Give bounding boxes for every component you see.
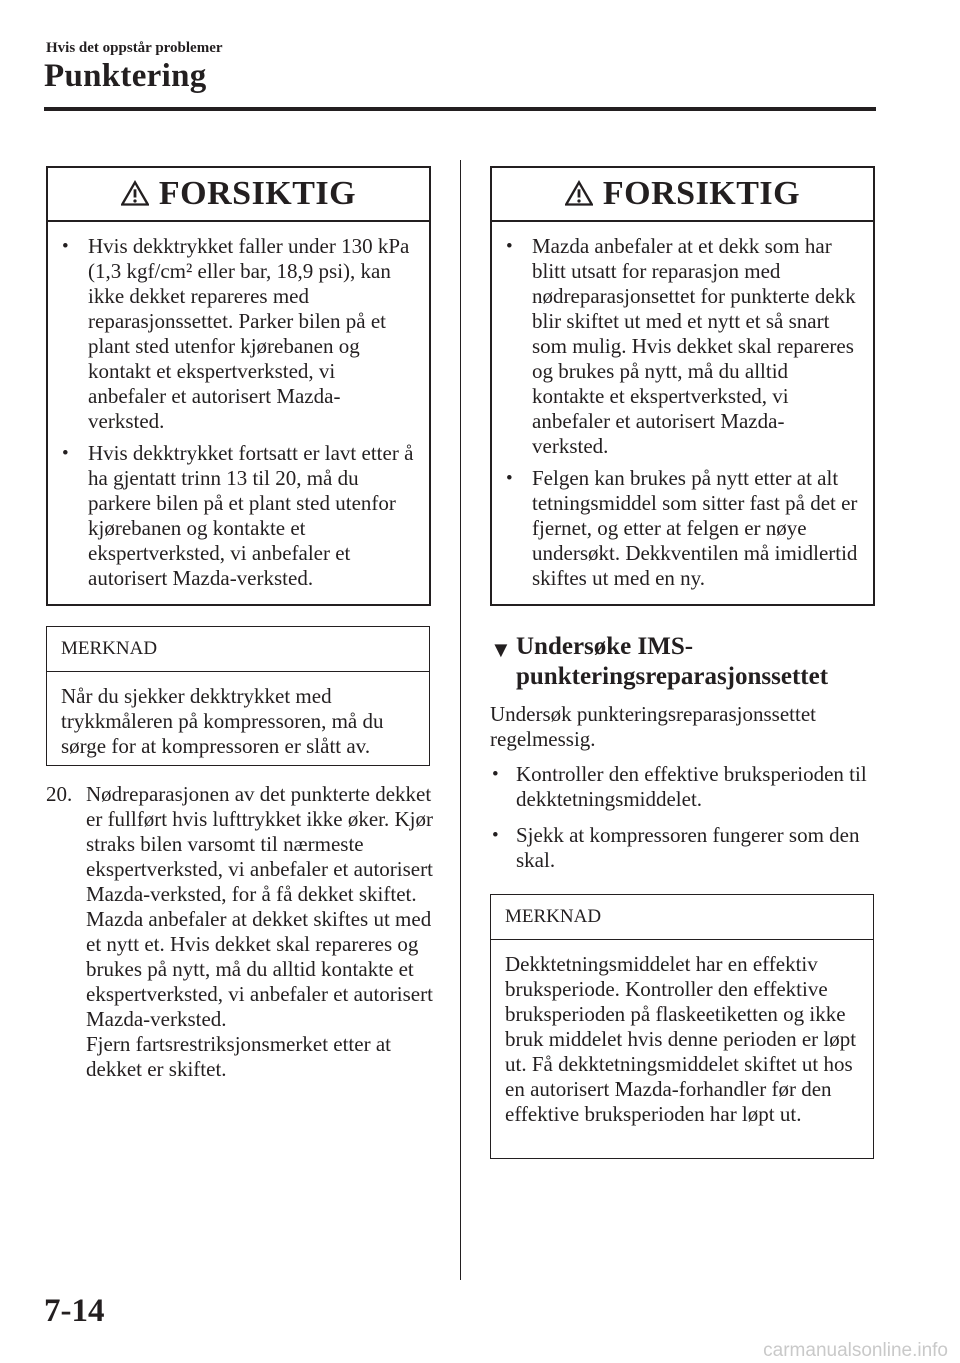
step-text: Nødreparasjonen av det punkterte dekket er fullført hvis lufttrykket ikke øker. Kjør straks bilen varsomt til nærmeste ekspertverksted, vi anbefaler et autorisert Mazda-verksted, for å få dekket skiftet. Mazda anbefaler at dekket skiftes ut med et nytt et. Hvis dekket skal repareres og brukes på nytt, må du alltid kontakte et ekspertverksted, vi anbefaler et autorisert Mazda-verksted.: [86, 782, 434, 1031]
column-divider: [460, 160, 461, 1280]
caution-list: [492, 222, 873, 603]
caution-item: • Felgen kan brukes på nytt etter at alt tetningsmiddel som sitter fast på det er fjernet, og etter at felgen er nøye undersøkt. Dekkventilen må imidlertid skiftes ut med en ny.: [496, 466, 859, 591]
note-text: Når du sjekker dekktrykket med trykkmåleren på kompressoren, må du sørge for at kompressoren er slått av.: [61, 684, 384, 758]
warning-icon: [565, 180, 593, 208]
section-label: Hvis det oppstår problemer: [46, 40, 223, 56]
check-item: • Sjekk at kompressoren fungerer som den skal.: [490, 823, 880, 873]
note-box-right: [490, 894, 874, 1159]
note-box-left: [46, 626, 430, 766]
section-heading-text: Undersøke IMS-punkteringsreparasjonssettet: [516, 633, 829, 690]
caution-item: • Hvis dekktrykket faller under 130 kPa (1,3 kgf/cm² eller bar, 18,9 psi), kan ikke dekket repareres med reparasjonssettet. Parker bilen på et plant sted utenfor kjørebanen og kontakt et ekspertverksted, vi anbefaler et autorisert Mazda-verksted.: [52, 234, 415, 434]
caution-list: [48, 222, 429, 603]
caution-header: [48, 168, 429, 222]
note-title: MERKNAD: [491, 895, 873, 940]
triangle-marker-icon: ▼: [490, 637, 512, 662]
caution-item: • Mazda anbefaler at et dekk som har blitt utsatt for reparasjon med nødreparasjonsettet for punkterte dekk blir skiftet ut med et nytt et så snart som mulig. Hvis dekket skal repareres og brukes på nytt, må du alltid kontakte et ekspertverksted, vi anbefaler et autorisert Mazda-verksted.: [496, 234, 859, 459]
note-text: Dekktetningsmiddelet har en effektiv bruksperiode. Kontroller den effektive bruksperioden på flaskeetiketten og ikke bruk middelet hvis denne perioden er løpt ut. Få dekktetningsmiddelet skiftet ut hos en autorisert Mazda-forhandler før den effektive bruksperioden har løpt ut.: [505, 952, 857, 1126]
step-20: [46, 782, 436, 1082]
check-list: [490, 762, 880, 884]
note-title: MERKNAD: [47, 627, 429, 672]
warning-icon: [121, 180, 149, 208]
step-number: 20.: [46, 782, 73, 806]
chapter-title: Punktering: [44, 58, 207, 94]
caution-title: FORSIKTIG: [602, 175, 801, 212]
caution-box-left: [46, 166, 431, 606]
caution-box-right: [490, 166, 875, 606]
section-heading: [490, 632, 880, 692]
watermark: carmanualsonline.info: [763, 1340, 948, 1361]
caution-item: • Hvis dekktrykket fortsatt er lavt etter å ha gjentatt trinn 13 til 20, må du parkere bilen på et plant sted utenfor kjørebanen og kontakte et ekspertverksted, vi anbefaler et autorisert Mazda-verksted.: [52, 441, 415, 591]
step-text-2: Fjern fartsrestriksjonsmerket etter at dekket er skiftet.: [86, 1032, 391, 1081]
caution-header: [492, 168, 873, 222]
page-number: 7-14: [44, 1293, 105, 1329]
title-rule: [44, 107, 876, 111]
section-intro: Undersøk punkteringsreparasjonssettet regelmessig.: [490, 702, 817, 751]
check-item: • Kontroller den effektive bruksperioden til dekktetningsmiddelet.: [490, 762, 880, 812]
caution-title: FORSIKTIG: [158, 175, 357, 212]
